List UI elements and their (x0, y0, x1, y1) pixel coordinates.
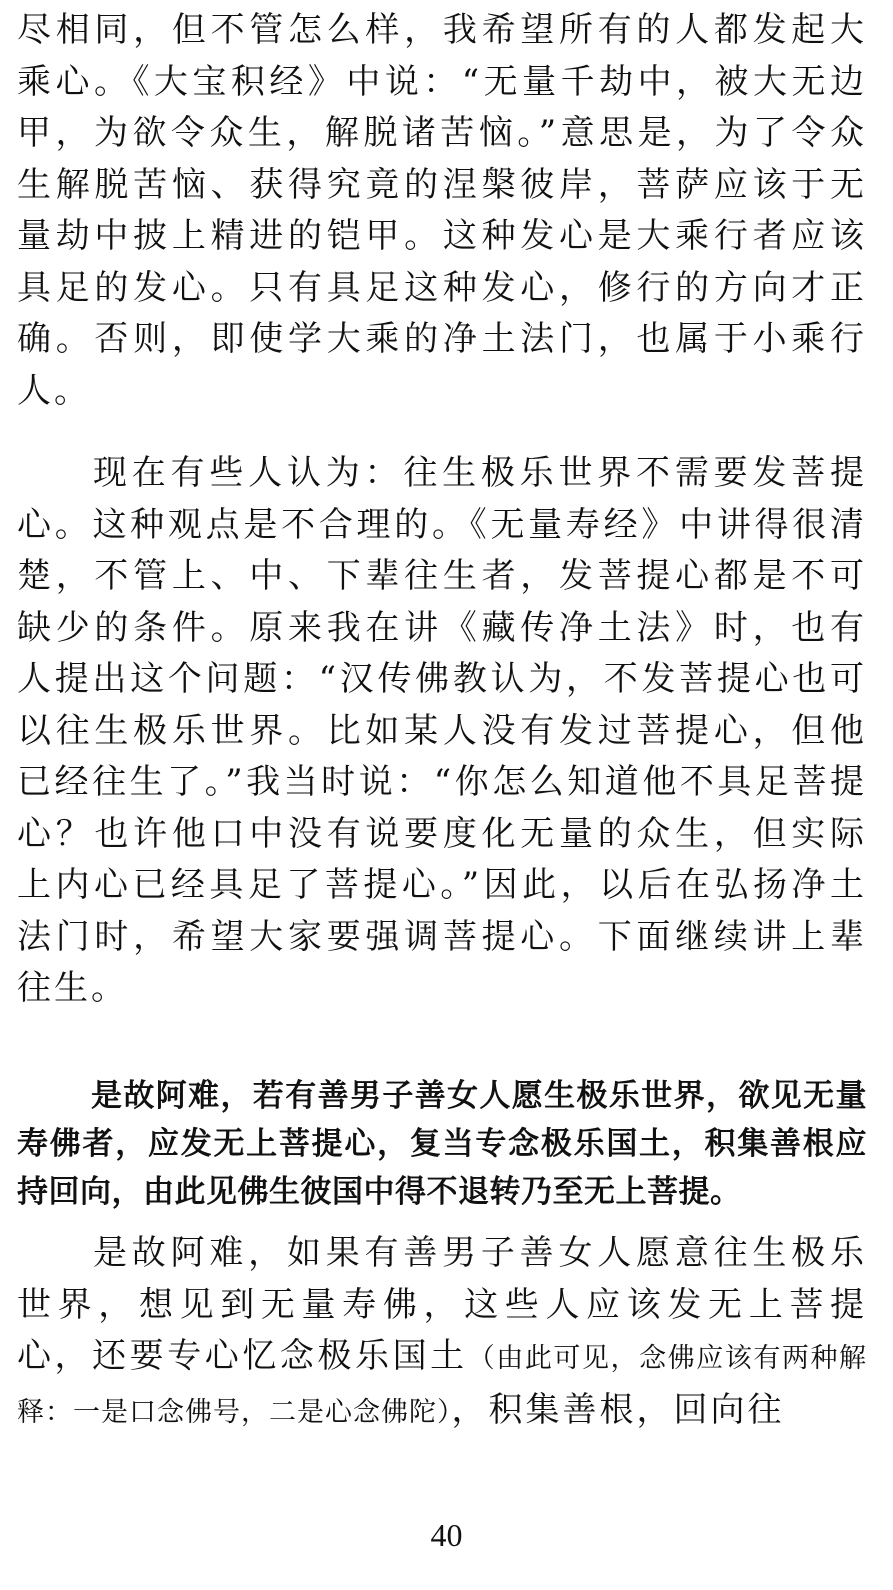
page-number: 40 (430, 1517, 463, 1553)
sutra-quote: 是故阿难，若有善男子善女人愿生极乐世界，欲见无量寿佛者，应发无上菩提心，复当专念极乐国土，积集善根应持回向，由此见佛生彼国中得不退转乃至无上菩提。 (17, 1078, 867, 1210)
book-page (17, 0, 867, 1590)
translation-note: （由此可见，念佛应该有两种解释：一是口念佛号，二是心念佛陀） (17, 1343, 868, 1428)
commentary-paragraph-translation (17, 1228, 867, 1438)
translation-text-continued: ，积集善根，回向往 (451, 1389, 785, 1430)
translation-text: 是故阿难，如果有善男子善女人愿意往生极乐世界，想见到无量寿佛，这些人应该发无上菩提心，还要专心忆念极乐国土 (17, 1233, 867, 1376)
commentary-paragraph-1: 尽相同，但不管怎么样，我希望所有的人都发起大乘心。《大宝积经》中说：“无量千劫中，被大无边甲，为欲令众生，解脱诸苦恼。”意思是，为了令众生解脱苦恼、获得究竟的涅槃彼岸，菩萨应该于无量劫中披上精进的铠甲。这种发心是大乘行者应该具足的发心。只有具足这种发心，修行的方向才正确。否则，即使学大乘的净土法门，也属于小乘行人。 (17, 10, 867, 411)
commentary-paragraph-2: 现在有些人认为：往生极乐世界不需要发菩提心。这种观点是不合理的。《无量寿经》中讲得很清楚，不管上、中、下辈往生者，发菩提心都是不可缺少的条件。原来我在讲《藏传净土法》时，也有人提出这个问题：“汉传佛教认为，不发菩提心也可以往生极乐世界。比如某人没有发过菩提心，但他已经往生了。”我当时说：“你怎么知道他不具足菩提心？也许他口中没有说要度化无量的众生，但实际上内心已经具足了菩提心。”因此，以后在弘扬净土法门时，希望大家要强调菩提心。下面继续讲上辈往生。 (17, 453, 867, 1008)
